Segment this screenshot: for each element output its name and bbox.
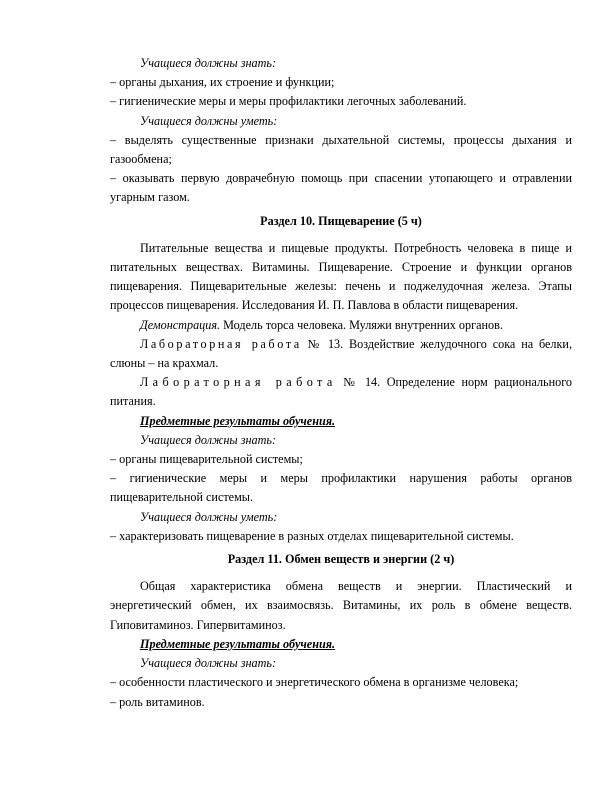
students-able-label: Учащиеся должны уметь: [140,113,278,128]
students-know-label: Учащиеся должны знать: [140,56,277,70]
list-item: – выделять существенные признаки дыхательной системы, процессы дыхания и газообмена; [110,132,572,167]
lab-work-label: Лабораторная работа [140,336,302,351]
demonstration-text: Модель торса человека. Муляжи внутренних органов. [220,317,503,332]
list-item: – органы пищеварительной системы; [110,452,303,467]
demonstration-paragraph [110,316,572,335]
subject-results-label: Предметные результаты обучения. [140,413,336,428]
subject-results-label: Предметные результаты обучения. [140,636,336,651]
list-item: – органы дыхания, их строение и функции; [110,75,335,90]
lab-work-paragraph [110,335,572,373]
section-intro: Питательные вещества и пищевые продукты. Потребность человека в пище и питательных веществах. Витамины. Пищеварение. Строение и функции органов пищеварения. Пищеварительные железы: печень и поджелудочная железа. Этапы процессов пищеварения. Исследования И. П. Павлова в области пищеварения. [110,240,572,313]
lab-work-paragraph [110,373,572,411]
list-item: – оказывать первую доврачебную помощь при спасении утопающего и отравлении угарным газом. [110,171,572,205]
list-item: – гигиенические меры и меры профилактики легочных заболеваний. [110,94,467,109]
document-body [110,54,572,712]
section-heading: Раздел 10. Пищеварение (5 ч) [260,213,422,228]
students-know-label: Учащиеся должны знать: [140,432,277,447]
section-intro: Общая характеристика обмена веществ и энергии. Пластический и энергетический обмен, их взаимосвязь. Витамины, их роль в обмене веществ. Гиповитаминоз. Гипервитаминоз. [110,579,572,632]
list-item: – особенности пластического и энергетического обмена в организме человека; [110,675,519,690]
section-heading: Раздел 11. Обмен веществ и энергии (2 ч) [227,552,455,567]
list-item: – характеризовать пищеварение в разных отделах пищеварительной системы. [110,528,514,543]
lab-work-label: Лабораторная работа [140,375,337,390]
demonstration-label: Демонстрация. [140,317,221,332]
students-able-label: Учащиеся должны уметь: [140,509,278,524]
lab-work-text: № 13. Воздействие желудочного сока на белки, слюны – на крахмал. [110,336,572,371]
lab-work-text: № 14. Определение норм рационального питания. [110,375,572,409]
list-item: – гигиенические меры и меры профилактики нарушения работы органов пищеварительной системы. [110,471,572,505]
list-item: – роль витаминов. [110,694,205,709]
students-know-label: Учащиеся должны знать: [140,656,277,671]
